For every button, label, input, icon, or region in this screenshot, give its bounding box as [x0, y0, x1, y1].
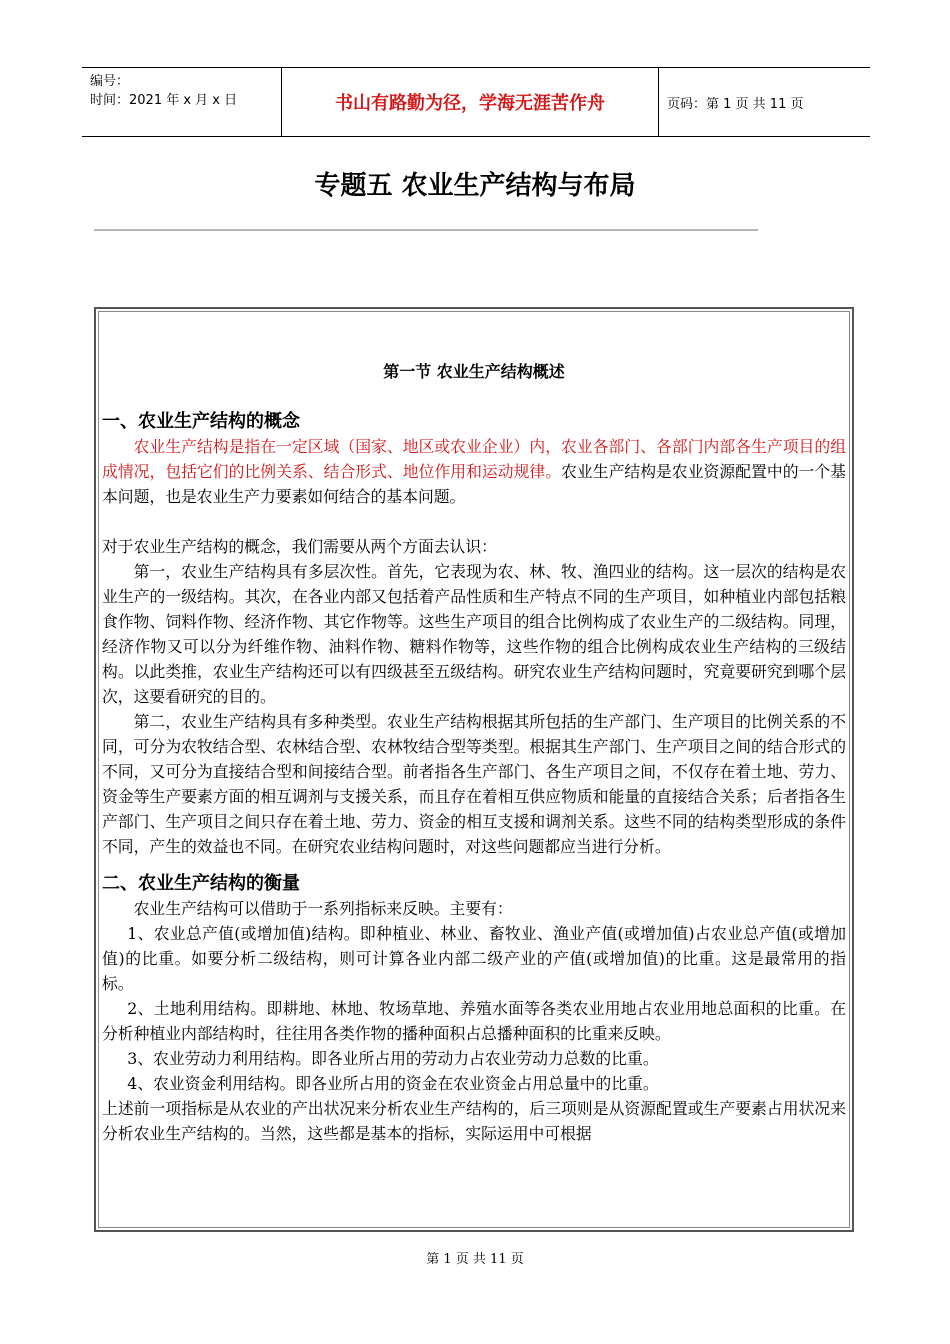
definition-paragraph: [102, 434, 846, 509]
blank-line: [102, 509, 846, 534]
page-footer: 第 1 页 共 11 页: [426, 1252, 524, 1267]
measure-item-1: 1、农业总产值(或增加值)结构。即种植业、林业、畜牧业、渔业产值(或增加值)占农业总产值(或增加值)的比重。如要分析二级结构，则可计算各业内部二级产业的产值(或增加值)的比重。这是最常用的指标。: [102, 924, 846, 993]
heading-concept: 一、农业生产结构的概念: [102, 411, 300, 432]
doc-title: 专题五 农业生产结构与布局: [314, 171, 636, 201]
measure-item-3: 3、农业劳动力利用结构。即各业所占用的劳动力占农业劳动力总数的比重。: [127, 1049, 659, 1068]
second-paragraph: 第二，农业生产结构具有多种类型。农业生产结构根据其所包括的生产部门、生产项目的比例关系的不同，可分为农牧结合型、农林结合型、农林牧结合型等类型。根据其生产部门、生产项目之间的结合形式的不同，又可分为直接结合型和间接结合型。前者指各生产部门、各生产项目之间，不仅存在着土地、劳力、资金等生产要素方面的相互调剂与支援关系，而且存在着相互供应物质和能量的直接结合关系；后者指各生产部门、生产项目之间只存在着土地、劳力、资金的相互支援和调剂关系。这些不同的结构类型形成的条件不同，产生的效益也不同。在研究农业结构问题时，对这些问题都应当进行分析。: [102, 712, 846, 856]
time-label: 时间：2021 年 x 月 x 日: [90, 93, 238, 108]
first-paragraph: 第一，农业生产结构具有多层次性。首先，它表现为农、林、牧、渔四业的结构。这一层次的结构是农业生产的一级结构。其次，在各业内部又包括着产品性质和生产特点不同的生产项目，如种植业内部包括粮食作物、饲料作物、经济作物、其它作物等。这些生产项目的组合比例构成了农业生产的二级结构。同理，经济作物又可以分为纤维作物、油料作物、糖料作物等，这些作物的组合比例构成农业生产结构的三级结构。以此类推，农业生产结构还可以有四级甚至五级结构。研究农业生产结构问题时，究竟要研究到哪个层次，这要看研究的目的。: [102, 562, 846, 706]
header-table: [82, 67, 870, 137]
intro-paragraph: 对于农业生产结构的概念，我们需要从两个方面去认识：: [102, 537, 497, 556]
header-page-info: 页码：第 1 页 共 11 页: [667, 96, 804, 112]
header-motto: 书山有路勤为径，学海无涯苦作舟: [281, 68, 659, 136]
number-label: 编号：: [90, 74, 130, 89]
definition-red-text: 农业生产结构是指在一定区域（国家、地区或农业企业）内，农业各部门、各部门内部各生产项目的组成情况，包括它们的比例关系、结合形式、地位作用和运动规律。: [102, 437, 846, 481]
section-title: 第一节 农业生产结构概述: [383, 362, 565, 381]
heading-measure: 二、农业生产结构的衡量: [102, 873, 300, 894]
content-box: [94, 307, 854, 1232]
measure-item-4: 4、农业资金利用结构。即各业所占用的资金在农业资金占用总量中的比重。: [127, 1074, 659, 1093]
header-meta: [82, 68, 281, 136]
title-divider: [94, 229, 758, 231]
measure-intro-paragraph: 农业生产结构可以借助于一系列指标来反映。主要有：: [133, 899, 513, 918]
blank-gap: [102, 859, 846, 871]
definition-rest-text: 农业生产结构是农业资源配置中的一个基本问题，也是农业生产力要素如何结合的基本问题。: [102, 462, 846, 506]
closing-paragraph: 上述前一项指标是从农业的产出状况来分析农业生产结构的，后三项则是从资源配置或生产要素占用状况来分析农业生产结构的。当然，这些都是基本的指标，实际运用中可根据: [102, 1099, 846, 1143]
measure-item-2: 2、土地利用结构。即耕地、林地、牧场草地、养殖水面等各类农业用地占农业用地总面积的比重。在分析种植业内部结构时，往往用各类作物的播种面积占总播种面积的比重来反映。: [102, 999, 846, 1043]
content-body: [102, 359, 846, 1146]
